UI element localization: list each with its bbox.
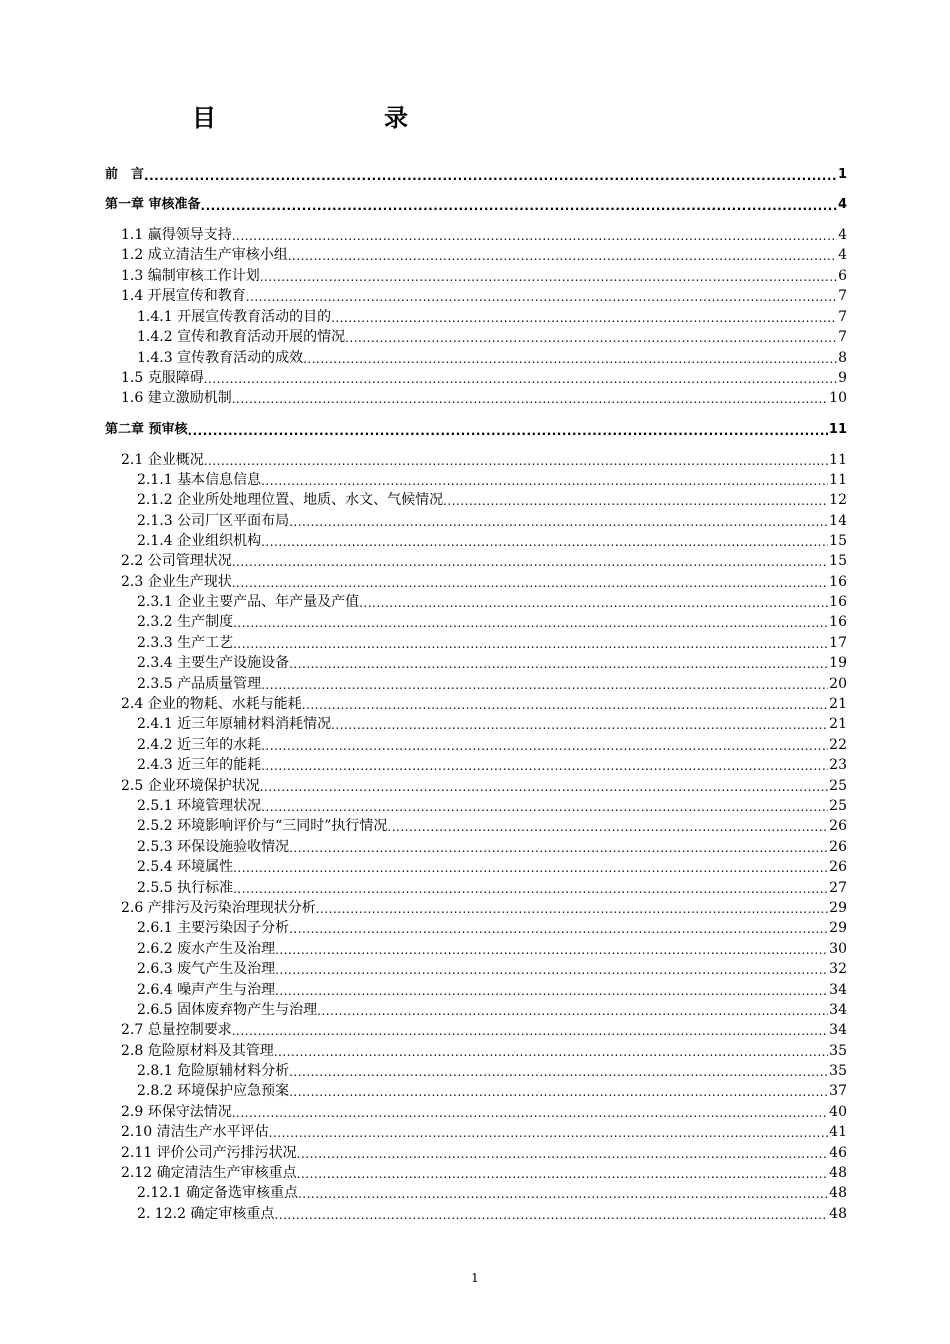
toc-entry-page: 29 [829, 900, 847, 916]
toc-entry-page: 7 [838, 329, 847, 345]
toc-entry-page: 1 [837, 167, 847, 182]
toc-entry-title: 2.4 企业的物耗、水耗与能耗 [121, 696, 302, 712]
toc-entry-page: 48 [829, 1206, 847, 1222]
toc-entry-title: 1.6 建立激励机制 [121, 390, 232, 406]
toc-entry[interactable] [121, 368, 847, 388]
dot-leader [289, 837, 828, 857]
toc-entry-title: 2.11 评价公司产污排污状况 [121, 1145, 297, 1161]
dot-leader [232, 572, 828, 592]
dot-leader [261, 796, 828, 816]
toc-entry[interactable] [137, 1204, 847, 1224]
toc-entry[interactable] [121, 694, 847, 714]
dot-leader [289, 511, 828, 531]
toc-entry-title: 2.1.1 基本信息信息 [137, 472, 262, 488]
toc-entry-page: 14 [829, 513, 847, 529]
toc-entry[interactable] [137, 612, 847, 632]
toc-entry[interactable] [137, 1081, 847, 1101]
dot-leader [274, 1204, 828, 1224]
toc-entry[interactable] [137, 980, 847, 1000]
toc-entry-page: 23 [829, 757, 847, 773]
dot-leader [233, 857, 828, 877]
dot-leader [144, 165, 837, 185]
toc-entry-page: 48 [829, 1185, 847, 1201]
toc-entry-title: 2.5.4 环境属性 [137, 859, 234, 875]
dot-leader [261, 735, 828, 755]
toc-entry[interactable] [137, 714, 847, 734]
toc-entry-page: 26 [829, 818, 847, 834]
toc-entry[interactable] [121, 1041, 847, 1061]
toc-entry-title: 2.7 总量控制要求 [121, 1022, 232, 1038]
toc-entry-title: 2.3 企业生产现状 [121, 574, 232, 590]
dot-leader [269, 1122, 829, 1142]
dot-leader [261, 674, 828, 694]
toc-entry-page: 25 [829, 798, 847, 814]
toc-entry[interactable] [121, 572, 847, 592]
dot-leader [316, 898, 828, 918]
dot-leader [261, 755, 828, 775]
toc-entry-page: 17 [829, 635, 847, 651]
toc-entry-page: 11 [828, 422, 847, 437]
toc-entry-page: 20 [829, 676, 847, 692]
toc-entry[interactable] [137, 878, 847, 898]
toc-entry-page: 37 [829, 1083, 847, 1099]
toc-entry-title: 第二章 预审核 [105, 420, 188, 440]
toc-chapter-entry[interactable] [105, 165, 847, 185]
dot-leader [260, 266, 837, 286]
toc-entry-page: 11 [829, 452, 847, 468]
toc-entry-page: 48 [829, 1165, 847, 1181]
toc-chapter-entry[interactable] [105, 420, 847, 440]
toc-entry[interactable] [121, 1163, 847, 1183]
toc-entry-page: 10 [829, 390, 847, 406]
toc-entry[interactable] [137, 327, 847, 347]
toc-chapter-entry[interactable] [105, 195, 847, 215]
toc-entry-title: 2.3.1 企业主要产品、年产量及产值 [137, 594, 360, 610]
toc-entry-title: 2.8 危险原材料及其管理 [121, 1043, 274, 1059]
dot-leader [302, 694, 828, 714]
toc-entry-page: 4 [838, 227, 847, 243]
dot-leader [288, 245, 837, 265]
toc-entry-page: 46 [829, 1145, 847, 1161]
toc-entry-title: 前 言 [105, 165, 144, 185]
page-title: 目 录 [192, 104, 448, 132]
toc-entry-title: 2.3.3 生产工艺 [137, 635, 234, 651]
toc-entry-title: 2.8.2 环境保护应急预案 [137, 1083, 290, 1099]
toc-entry[interactable] [121, 245, 847, 265]
toc-entry-title: 2.1.4 企业组织机构 [137, 533, 262, 549]
toc-entry[interactable] [137, 735, 847, 755]
dot-leader [201, 195, 837, 215]
toc-entry-title: 2.1 企业概况 [121, 452, 204, 468]
dot-leader [289, 1061, 828, 1081]
toc-entry-page: 15 [829, 553, 847, 569]
toc-entry-page: 15 [829, 533, 847, 549]
toc-entry[interactable] [137, 959, 847, 979]
toc-entry[interactable] [137, 490, 847, 510]
toc-entry-page: 40 [829, 1104, 847, 1120]
toc-entry[interactable] [121, 1122, 847, 1142]
toc-entry-title: 2.12.1 确定备选审核重点 [137, 1185, 298, 1201]
toc-entry[interactable] [121, 286, 847, 306]
toc-entry[interactable] [121, 898, 847, 918]
dot-leader [261, 470, 828, 490]
toc-entry-page: 6 [838, 268, 847, 284]
toc-entry-title: 2.3.4 主要生产设施设备 [137, 655, 290, 671]
toc-entry-page: 26 [829, 859, 847, 875]
toc-entry-page: 29 [829, 920, 847, 936]
toc-entry-title: 1.5 克服障碍 [121, 370, 204, 386]
toc-entry-title: 2.6.4 噪声产生与治理 [137, 982, 276, 998]
toc-entry-title: 2.4.3 近三年的能耗 [137, 757, 262, 773]
toc-entry[interactable] [121, 551, 847, 571]
toc-entry-page: 41 [829, 1124, 847, 1140]
dot-leader [443, 490, 828, 510]
toc-entry-title: 2.3.5 产品质量管理 [137, 676, 262, 692]
toc-entry[interactable] [121, 1102, 847, 1122]
toc-entry-page: 4 [837, 197, 847, 212]
dot-leader [345, 327, 837, 347]
toc-entry-title: 2.5.1 环境管理状况 [137, 798, 262, 814]
toc-entry[interactable] [137, 348, 847, 368]
toc-entry-page: 35 [829, 1043, 847, 1059]
toc-entry[interactable] [137, 1000, 847, 1020]
toc-entry-title: 2.6.3 废气产生及治理 [137, 961, 276, 977]
toc-entry-page: 7 [838, 288, 847, 304]
toc-entry-page: 35 [829, 1063, 847, 1079]
toc-entry-title: 2.1.2 企业所处地理位置、地质、水文、气候情况 [137, 492, 444, 508]
toc-entry-title: 2.10 清洁生产水平评估 [121, 1124, 269, 1140]
toc-entry[interactable] [121, 388, 847, 408]
toc-entry[interactable] [137, 755, 847, 775]
dot-leader [303, 348, 837, 368]
toc-entry[interactable] [137, 592, 847, 612]
toc-entry-page: 9 [838, 370, 847, 386]
dot-leader [246, 286, 837, 306]
dot-leader [289, 1081, 828, 1101]
toc-entry[interactable] [121, 225, 847, 245]
toc-entry-page: 7 [838, 309, 847, 325]
dot-leader [289, 918, 828, 938]
toc-entry-page: 21 [829, 716, 847, 732]
dot-leader [232, 1020, 828, 1040]
toc-entry-title: 2.5 企业环境保护状况 [121, 778, 260, 794]
toc-entry-page: 21 [829, 696, 847, 712]
toc-entry[interactable] [137, 307, 847, 327]
toc-entry-title: 1.3 编制审核工作计划 [121, 268, 260, 284]
toc-entry-title: 2.3.2 生产制度 [137, 614, 234, 630]
toc-entry-page: 26 [829, 839, 847, 855]
toc-entry-title: 2.2 公司管理状况 [121, 553, 232, 569]
toc-entry-page: 19 [829, 655, 847, 671]
dot-leader [233, 612, 828, 632]
toc-entry-page: 34 [829, 1022, 847, 1038]
dot-leader [275, 980, 828, 1000]
toc-entry-page: 27 [829, 880, 847, 896]
toc-entry-page: 30 [829, 941, 847, 957]
toc-entry-title: 2.6 产排污及污染治理现状分析 [121, 900, 316, 916]
dot-leader [289, 653, 828, 673]
toc-entry-page: 16 [829, 574, 847, 590]
toc-entry[interactable] [121, 1143, 847, 1163]
dot-leader [298, 1183, 828, 1203]
dot-leader [297, 1163, 829, 1183]
toc-entry[interactable] [137, 939, 847, 959]
toc-entry[interactable] [121, 1020, 847, 1040]
toc-entry-title: 2.12 确定清洁生产审核重点 [121, 1165, 297, 1181]
toc-entry-title: 2.8.1 危险原辅材料分析 [137, 1063, 290, 1079]
dot-leader [232, 225, 837, 245]
toc-entry-title: 1.1 赢得领导支持 [121, 227, 232, 243]
toc-entry-page: 4 [838, 247, 847, 263]
dot-leader [331, 307, 837, 327]
toc-entry[interactable] [121, 776, 847, 796]
toc-entry[interactable] [121, 266, 847, 286]
dot-leader [233, 633, 828, 653]
toc-entry-title: 2.5.3 环保设施验收情况 [137, 839, 290, 855]
toc-entry-title: 2.6.2 废水产生及治理 [137, 941, 276, 957]
toc-entry-page: 34 [829, 982, 847, 998]
toc-entry[interactable] [137, 918, 847, 938]
toc-entry[interactable] [137, 816, 847, 836]
toc-entry-title: 第一章 审核准备 [105, 195, 201, 215]
toc-entry[interactable] [137, 837, 847, 857]
toc-entry[interactable] [121, 450, 847, 470]
dot-leader [260, 776, 828, 796]
toc-entry-page: 8 [838, 350, 847, 366]
toc-entry-title: 2.5.5 执行标准 [137, 880, 234, 896]
toc-entry[interactable] [137, 633, 847, 653]
dot-leader [233, 878, 828, 898]
toc-entry-page: 12 [829, 492, 847, 508]
dot-leader [275, 939, 828, 959]
dot-leader [297, 1143, 829, 1163]
toc-entry-title: 1.4.2 宣传和教育活动开展的情况 [137, 329, 346, 345]
toc-entry[interactable] [137, 1061, 847, 1081]
dot-leader [232, 1102, 828, 1122]
dot-leader [387, 816, 828, 836]
toc-entry-title: 1.4.3 宣传教育活动的成效 [137, 350, 304, 366]
toc-entry[interactable] [137, 674, 847, 694]
toc-entry-title: 2. 12.2 确定审核重点 [137, 1206, 275, 1222]
toc-entry[interactable] [137, 511, 847, 531]
toc-entry-page: 34 [829, 1002, 847, 1018]
dot-leader [317, 1000, 828, 1020]
toc-entry-page: 32 [829, 961, 847, 977]
dot-leader [232, 388, 828, 408]
toc-entry-title: 2.6.1 主要污染因子分析 [137, 920, 290, 936]
dot-leader [204, 450, 828, 470]
toc-entry-page: 22 [829, 737, 847, 753]
dot-leader [204, 368, 837, 388]
toc-entry[interactable] [137, 531, 847, 551]
toc-entry-title: 2.1.3 公司厂区平面布局 [137, 513, 290, 529]
toc-entry-title: 2.4.2 近三年的水耗 [137, 737, 262, 753]
dot-leader [261, 531, 828, 551]
toc-entry-title: 2.5.2 环境影响评价与“三同时”执行情况 [137, 818, 388, 834]
dot-leader [359, 592, 828, 612]
toc-entry-title: 1.2 成立清洁生产审核小组 [121, 247, 288, 263]
toc-entry-page: 11 [829, 472, 847, 488]
toc-entry[interactable] [137, 653, 847, 673]
page-number: 1 [471, 1271, 479, 1285]
toc-entry-title: 1.4.1 开展宣传教育活动的目的 [137, 309, 332, 325]
dot-leader [274, 1041, 828, 1061]
toc-entry[interactable] [137, 857, 847, 877]
toc-entry-title: 2.6.5 固体废弃物产生与治理 [137, 1002, 318, 1018]
toc-entry-title: 2.4.1 近三年原辅材料消耗情况 [137, 716, 332, 732]
toc-entry-page: 16 [829, 594, 847, 610]
dot-leader [331, 714, 828, 734]
dot-leader [232, 551, 828, 571]
toc-entry[interactable] [137, 796, 847, 816]
dot-leader [275, 959, 828, 979]
dot-leader [188, 420, 828, 440]
toc-entry-title: 2.9 环保守法情况 [121, 1104, 232, 1120]
toc-entry[interactable] [137, 470, 847, 490]
toc-entry-page: 25 [829, 778, 847, 794]
toc-entry-page: 16 [829, 614, 847, 630]
toc-entry-title: 1.4 开展宣传和教育 [121, 288, 246, 304]
toc-entry[interactable] [137, 1183, 847, 1203]
